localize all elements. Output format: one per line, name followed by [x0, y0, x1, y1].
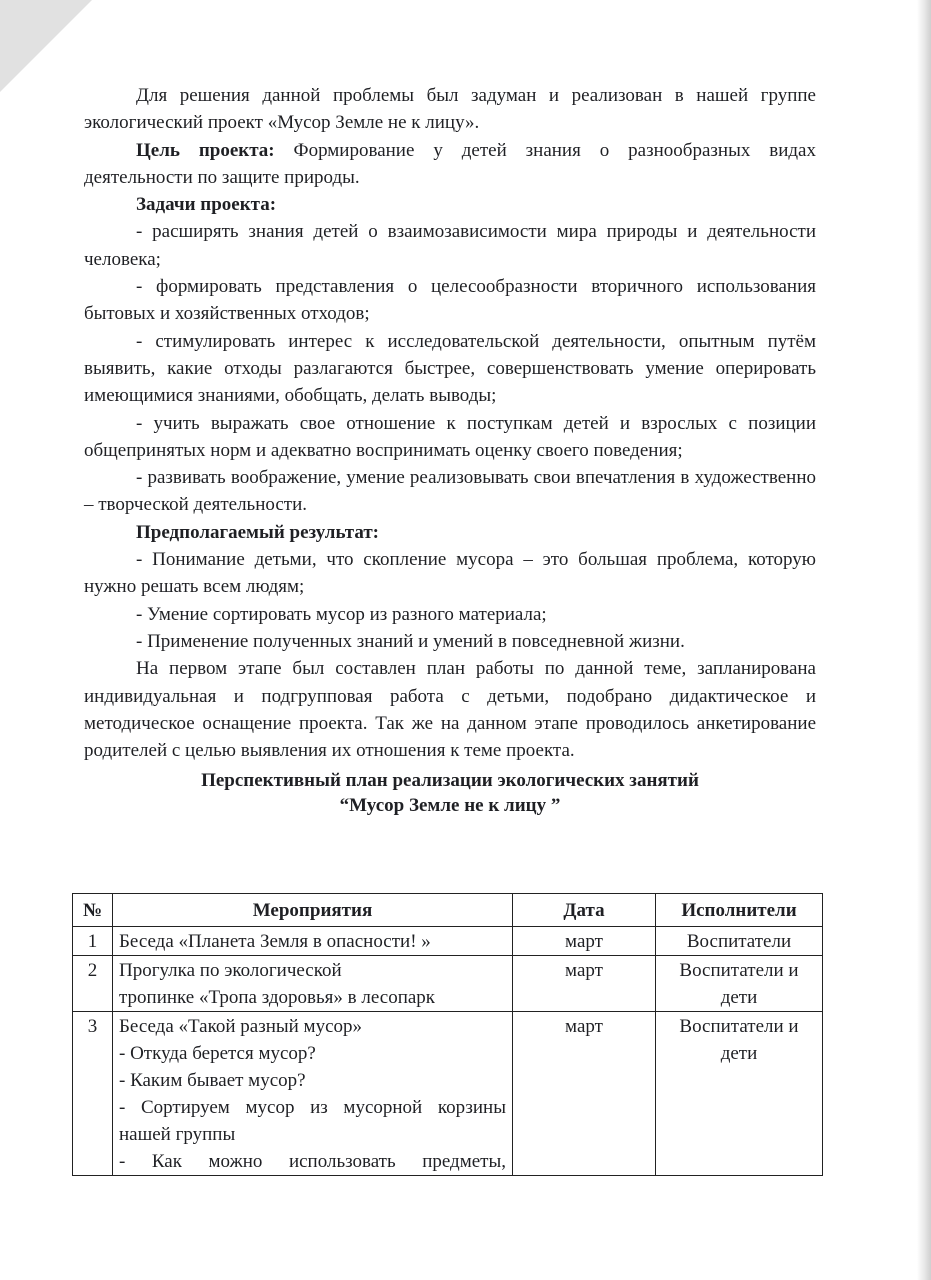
row-num: 1 — [73, 927, 113, 956]
executors-line: Воспитатели — [686, 931, 792, 952]
executors-line: Воспитатели и — [679, 960, 799, 981]
row-date: март — [513, 956, 656, 1012]
event-line: тропинке «Тропа здоровья» в лесопарк — [119, 987, 436, 1008]
row-executors — [656, 927, 823, 956]
event-line: Беседа «Такой разный мусор» — [119, 1016, 363, 1037]
intro-paragraph: Для решения данной проблемы был задуман и реализован в нашей группе экологический проект «Мусор Земле не к лицу». — [84, 85, 816, 134]
header-event: Мероприятия — [113, 894, 513, 927]
row-num: 3 — [73, 1012, 113, 1176]
event-line: Прогулка по экологической — [119, 960, 342, 981]
event-line: - Каким бывает мусор? — [119, 1070, 306, 1091]
executors-line: дети — [720, 987, 758, 1008]
table-row — [73, 956, 823, 1012]
table-header-row — [73, 894, 823, 927]
plan-title-line: Перспективный план реализации экологических занятий — [201, 770, 699, 792]
row-date: март — [513, 1012, 656, 1176]
row-num: 2 — [73, 956, 113, 1012]
plan-table — [72, 893, 823, 1176]
executors-line: дети — [720, 1043, 758, 1064]
goal-paragraph — [84, 137, 816, 192]
table-row — [73, 927, 823, 956]
page-edge-shadow — [917, 0, 931, 1280]
stage-paragraph: На первом этапе был составлен план работы по данной теме, запланирована индивидуальная и подгрупповая работа с детьми, подобрано дидактическое и методическое оснащение проекта. Так же на данном этапе проводилось анкетирование родителей с целью выявления их отношения к теме проекта. — [84, 658, 816, 762]
row-event — [113, 956, 513, 1012]
task-item: - формировать представления о целесообразности вторичного использования бытовых и хозяйственных отходов; — [84, 276, 816, 325]
result-item: - Умение сортировать мусор из разного материала; — [136, 603, 547, 625]
task-item: - расширять знания детей о взаимозависимости мира природы и деятельности человека; — [84, 221, 816, 270]
header-date: Дата — [513, 894, 656, 927]
header-num: № — [73, 894, 113, 927]
task-item: - учить выражать свое отношение к поступкам детей и взрослых с позиции общепринятых норм и адекватно воспринимать оценку своего поведения; — [84, 412, 816, 461]
event-line: - Сортируем мусор из мусорной корзины нашей группы — [119, 1097, 506, 1145]
row-event — [113, 1012, 513, 1176]
task-item: - развивать воображение, умение реализовывать свои впечатления в художественно – творческой деятельности. — [84, 467, 816, 516]
event-line: - Как можно использовать предметы, — [119, 1151, 506, 1172]
row-date: март — [513, 927, 656, 956]
result-item: - Понимание детьми, что скопление мусора – это большая проблема, которую нужно решать всем людям; — [84, 549, 816, 598]
table-row — [73, 1012, 823, 1176]
plan-title — [84, 768, 816, 818]
executors-line: Воспитатели и — [679, 1016, 799, 1037]
plan-title-line: “Мусор Земле не к лицу ” — [339, 795, 561, 817]
event-line: Беседа «Планета Земля в опасности! » — [119, 931, 431, 952]
row-event — [113, 927, 513, 956]
goal-label: Цель проекта: — [136, 139, 275, 161]
tasks-heading: Задачи проекта: — [136, 194, 277, 216]
goal-text: Формирование у детей знания о разнообразных видах деятельности по защите природы. — [84, 139, 816, 188]
row-executors — [656, 1012, 823, 1176]
result-heading: Предполагаемый результат: — [136, 521, 380, 543]
event-line: - Откуда берется мусор? — [119, 1043, 316, 1064]
task-item: - стимулировать интерес к исследовательской деятельности, опытным путём выявить, какие отходы разлагаются быстрее, совершенствовать умение оперировать имеющимися знаниями, обобщать, делать выводы; — [84, 330, 816, 407]
header-executors: Исполнители — [656, 894, 823, 927]
row-executors — [656, 956, 823, 1012]
document-body — [84, 82, 816, 818]
result-item: - Применение полученных знаний и умений в повседневной жизни. — [136, 630, 685, 652]
page-corner-fold — [0, 0, 92, 92]
